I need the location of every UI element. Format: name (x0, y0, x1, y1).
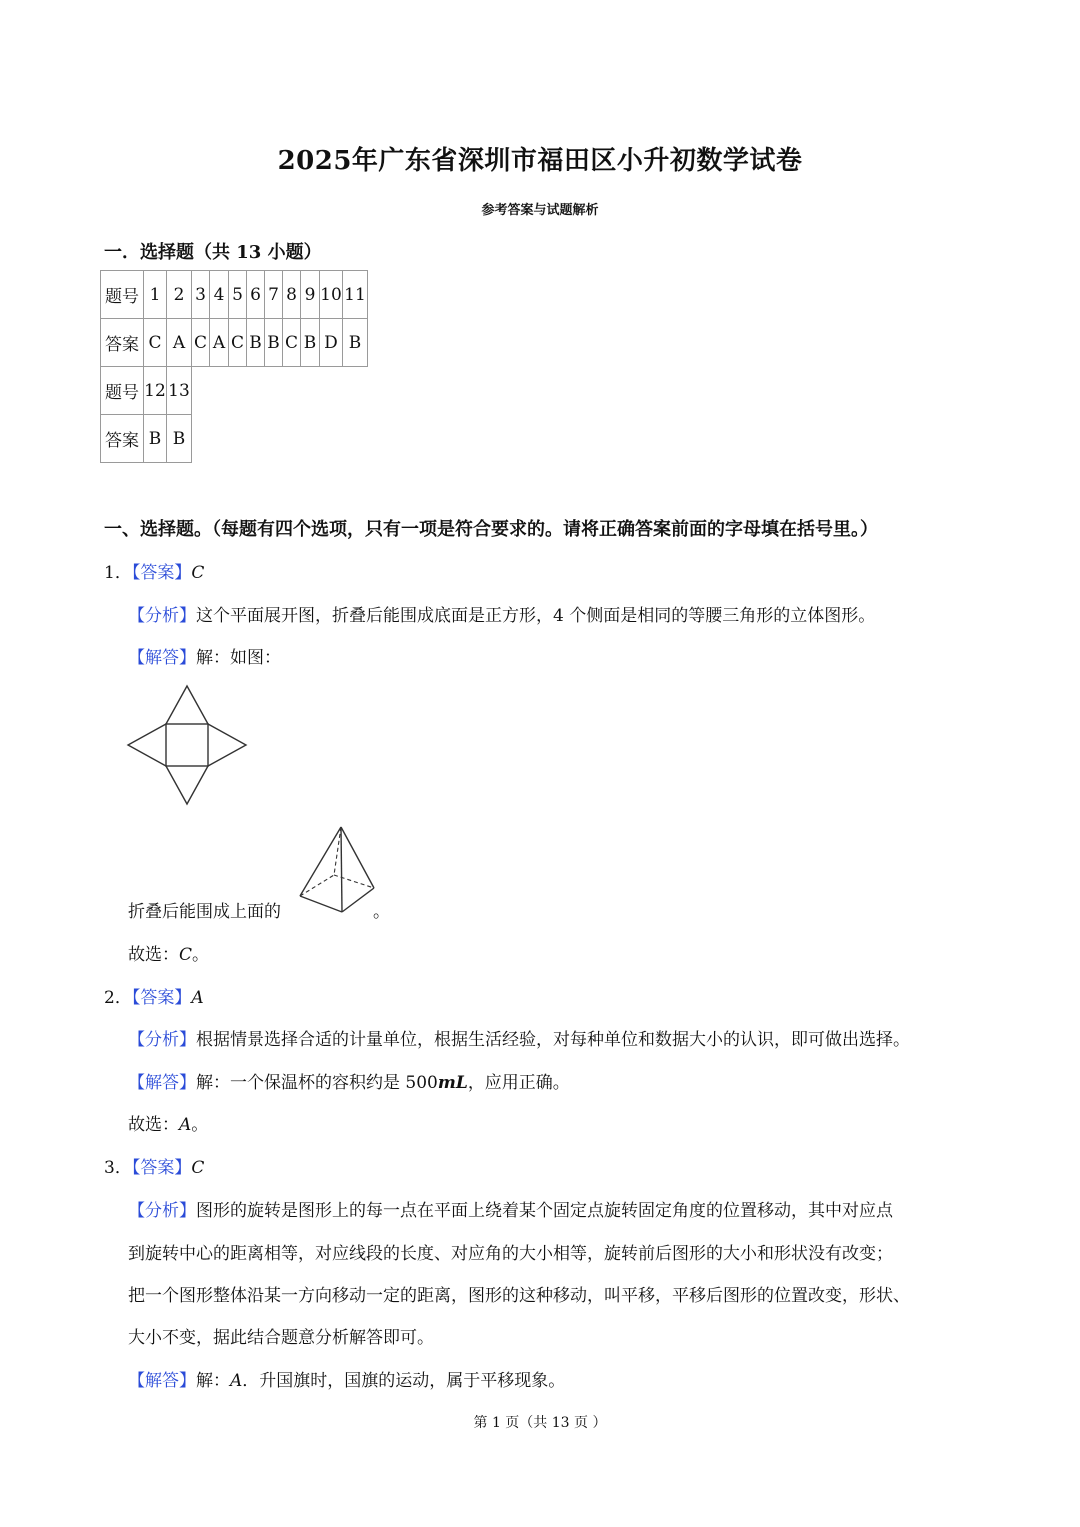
table-cell: 13 (167, 367, 192, 415)
table-cell: 11 (343, 271, 368, 319)
table-cell: 9 (301, 271, 320, 319)
solution-letter: A (230, 1371, 243, 1391)
q3-analysis-line-4: 大小不变，据此结合题意分析解答即可。 (128, 1328, 434, 1348)
analysis-tag: 【分析】 (128, 1201, 196, 1221)
table-cell: 12 (144, 367, 167, 415)
answer-value: C (191, 563, 205, 583)
table-cell: 10 (320, 271, 343, 319)
table-cell: 1 (144, 271, 167, 319)
table-cell: B (265, 319, 283, 367)
q1-choose-line (128, 940, 209, 965)
answer-table-2 (100, 366, 192, 463)
answer-value: C (191, 1158, 205, 1178)
analysis-text: 图形的旋转是图形上的每一点在平面上绕着某个固定点旋转固定角度的位置移动，其中对应点 (196, 1201, 893, 1221)
answer-tag: 【答案】 (131, 563, 192, 583)
question-number: 3． (104, 1158, 132, 1178)
answer-value: A (191, 988, 204, 1008)
analysis-tag: 【分析】 (128, 606, 196, 626)
table-row (101, 415, 192, 463)
table-cell: B (343, 319, 368, 367)
table-cell: D (320, 319, 343, 367)
table-cell: B (167, 415, 192, 463)
table-row (101, 271, 368, 319)
choose-letter: A (179, 1115, 192, 1135)
q3-analysis-line-3: 把一个图形整体沿某一方向移动一定的距离，图形的这种移动，叫平移，平移后图形的位置改变，形状、 (128, 1286, 910, 1306)
table-cell: 答案 (101, 415, 144, 463)
answer-tag: 【答案】 (131, 988, 192, 1008)
solution-text: 解：一个保温杯的容积约是 500 (196, 1073, 438, 1093)
q3-answer-line (104, 1153, 204, 1178)
q1-fold-end: 。 (373, 902, 390, 922)
section-heading-instructions: 一、选择题。（每题有四个选项，只有一项是符合要求的。请将正确答案前面的字母填在括号里。） (104, 519, 878, 540)
solution-unit: mL (437, 1073, 468, 1093)
table-cell: C (283, 319, 301, 367)
q1-answer-line (104, 558, 204, 583)
analysis-text: 根据情景选择合适的计量单位，根据生活经验，对每种单位和数据大小的认识，即可做出选择。 (196, 1030, 910, 1050)
page-title: 2025年广东省深圳市福田区小升初数学试卷 (277, 146, 803, 176)
table-cell: 答案 (101, 319, 144, 367)
page-footer: 第 1 页（共 13 页 ） (473, 1415, 607, 1431)
q2-answer-line (104, 983, 204, 1008)
q1-fold-text: 折叠后能围成上面的 (128, 902, 281, 922)
table-cell: A (167, 319, 192, 367)
table-cell: C (229, 319, 247, 367)
table-cell: C (144, 319, 167, 367)
analysis-text: 这个平面展开图，折叠后能围成底面是正方形，4 个侧面是相同的等腰三角形的立体图形。 (196, 606, 876, 626)
q2-analysis-line (128, 1025, 910, 1050)
table-row (101, 367, 192, 415)
q1-analysis-line (128, 601, 875, 626)
solution-text: 解： (196, 1371, 230, 1391)
table-cell: C (192, 319, 210, 367)
choose-end: 。 (191, 1115, 209, 1135)
table-cell: 4 (210, 271, 229, 319)
solution-tag: 【解答】 (128, 648, 196, 668)
choose-letter: C (179, 945, 193, 965)
analysis-tag: 【分析】 (128, 1030, 196, 1050)
answer-table-1 (100, 270, 368, 367)
solution-text-end: ，应用正确。 (467, 1073, 570, 1093)
q2-solution-line (128, 1068, 570, 1093)
table-cell: 5 (229, 271, 247, 319)
q3-analysis-line-1 (128, 1196, 893, 1221)
solution-text: 解：如图： (196, 648, 281, 668)
q3-analysis-line-2: 到旋转中心的距离相等，对应线段的长度、对应角的大小相等，旋转前后图形的大小和形状没有改变； (128, 1244, 893, 1264)
answer-tag: 【答案】 (131, 1158, 192, 1178)
solution-tag: 【解答】 (128, 1371, 196, 1391)
choose-end: 。 (192, 945, 210, 965)
table-cell: 题号 (101, 367, 144, 415)
q1-solution-line (128, 643, 281, 668)
solution-text-end: ．升国旗时，国旗的运动，属于平移现象。 (242, 1371, 566, 1391)
question-number: 2． (104, 988, 132, 1008)
page-subtitle: 参考答案与试题解析 (481, 203, 599, 218)
table-cell: 6 (247, 271, 265, 319)
table-cell: 7 (265, 271, 283, 319)
table-cell: B (144, 415, 167, 463)
table-cell: A (210, 319, 229, 367)
table-cell: 2 (167, 271, 192, 319)
solution-tag: 【解答】 (128, 1073, 196, 1093)
table-cell: B (301, 319, 320, 367)
pyramid-net-figure (126, 684, 248, 806)
table-cell: 8 (283, 271, 301, 319)
table-row (101, 319, 368, 367)
section-heading-choice: 一．选择题（共 13 小题） (104, 242, 322, 263)
choose-prefix: 故选： (128, 1115, 179, 1135)
q3-solution-line (128, 1366, 565, 1391)
table-cell: B (247, 319, 265, 367)
pyramid-3d-figure (298, 824, 378, 916)
table-cell: 题号 (101, 271, 144, 319)
question-number: 1． (104, 563, 132, 583)
q2-choose-line (128, 1110, 208, 1135)
choose-prefix: 故选： (128, 945, 179, 965)
table-cell: 3 (192, 271, 210, 319)
